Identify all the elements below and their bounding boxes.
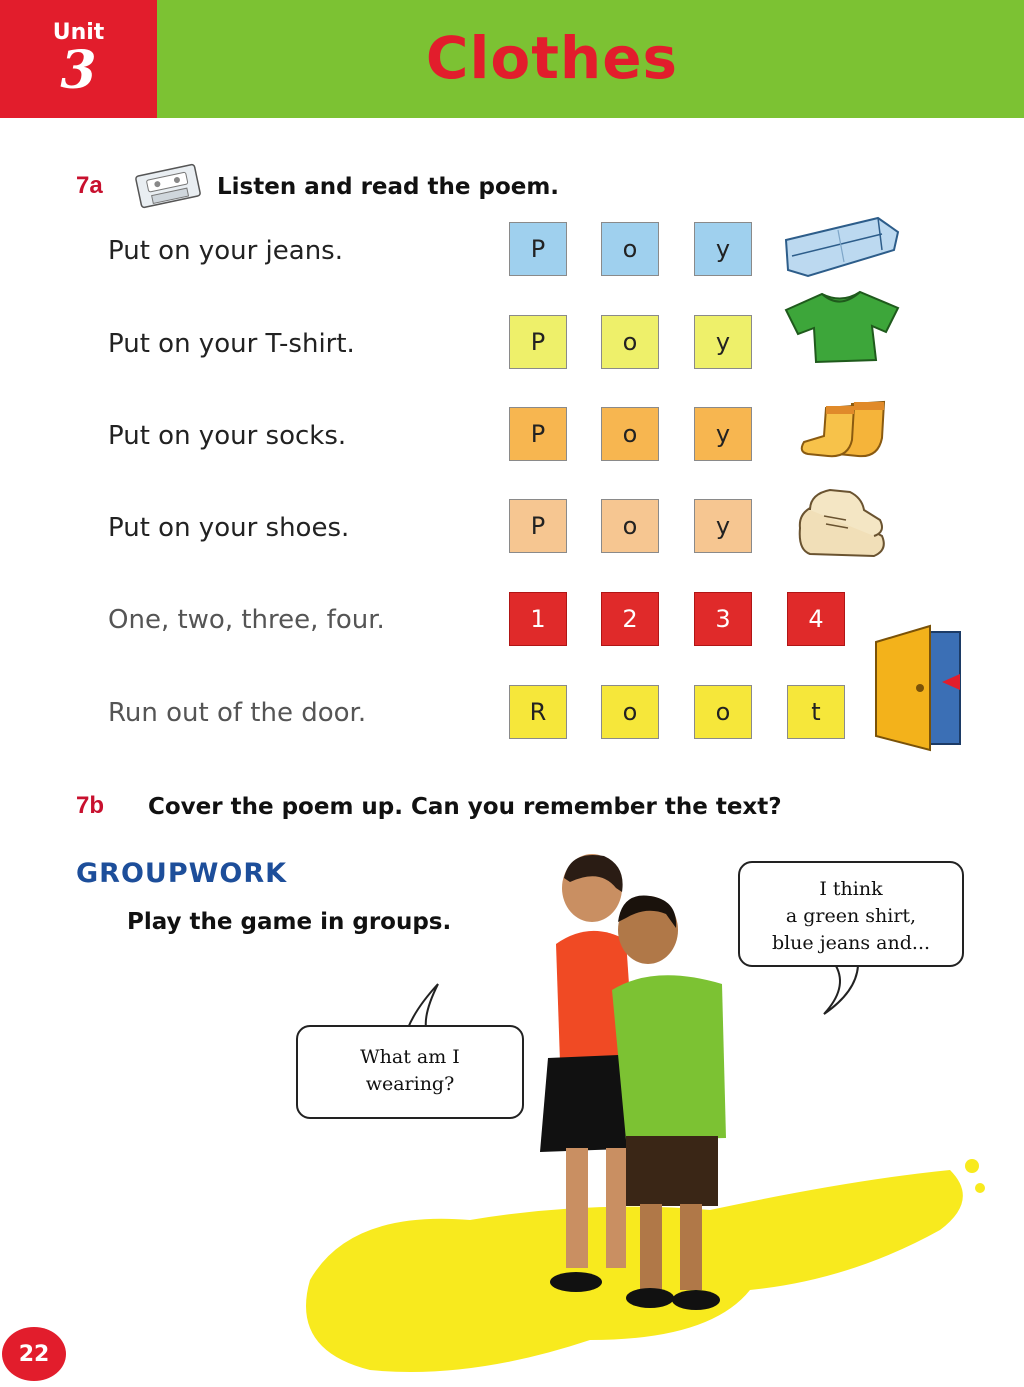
letter-box: y: [694, 407, 752, 461]
letter-box: o: [601, 222, 659, 276]
poem-line-3: Put on your socks.: [108, 421, 347, 451]
children-photo: [530, 848, 760, 1328]
letter-box: P: [509, 499, 567, 553]
letter-box: o: [601, 315, 659, 369]
letter-box: o: [601, 499, 659, 553]
shoes-picture: [790, 480, 890, 568]
cassette-tape-icon: [132, 162, 204, 210]
letter-box: o: [601, 407, 659, 461]
page-title: Clothes: [425, 24, 679, 92]
letter-box: y: [694, 222, 752, 276]
speech-bubble-answer: [738, 861, 964, 967]
letter-box: P: [509, 222, 567, 276]
exercise-7a-instruction: Listen and read the poem.: [217, 174, 560, 200]
bubble-tail-answer: [818, 964, 864, 1016]
letter-box: o: [694, 685, 752, 739]
bubble-answer-line-1: I think: [819, 878, 883, 900]
letter-box: y: [694, 315, 752, 369]
number-box: 3: [694, 592, 752, 646]
socks-picture: [798, 398, 890, 462]
bubble-question-line-2: wearing?: [365, 1073, 455, 1095]
page-number: 22: [2, 1327, 66, 1381]
unit-label: Unit: [52, 20, 105, 45]
speech-bubble-question: [296, 1025, 524, 1119]
letter-box: t: [787, 685, 845, 739]
title-band: [157, 0, 1024, 118]
bubble-tail-question: [400, 982, 448, 1030]
groupwork-heading: GROUPWORK: [76, 858, 288, 889]
poem-line-6: Run out of the door.: [108, 698, 367, 728]
jeans-picture: [778, 210, 904, 282]
door-picture: [868, 622, 968, 752]
letter-box: o: [601, 685, 659, 739]
exercise-7a-number: 7a: [76, 172, 103, 199]
letter-box: P: [509, 315, 567, 369]
t-shirt-picture: [780, 288, 904, 364]
poem-line-4: Put on your shoes.: [108, 513, 350, 543]
number-box: 2: [601, 592, 659, 646]
unit-number: 3: [60, 40, 97, 101]
poem-line-2: Put on your T-shirt.: [108, 329, 355, 359]
poem-line-1: Put on your jeans.: [108, 236, 343, 266]
exercise-7b-number: 7b: [76, 792, 105, 819]
bubble-question-line-1: What am I: [360, 1046, 460, 1068]
bubble-answer-line-2: a green shirt,: [785, 905, 917, 927]
exercise-7b-instruction: Cover the poem up. Can you remember the text?: [148, 794, 782, 820]
number-box: 4: [787, 592, 845, 646]
number-box: 1: [509, 592, 567, 646]
letter-box: y: [694, 499, 752, 553]
bubble-answer-line-3: blue jeans and...: [771, 932, 931, 954]
groupwork-instruction: Play the game in groups.: [127, 909, 452, 935]
letter-box: R: [509, 685, 567, 739]
unit-badge: [0, 0, 157, 118]
poem-line-5: One, two, three, four.: [108, 605, 385, 635]
letter-box: P: [509, 407, 567, 461]
